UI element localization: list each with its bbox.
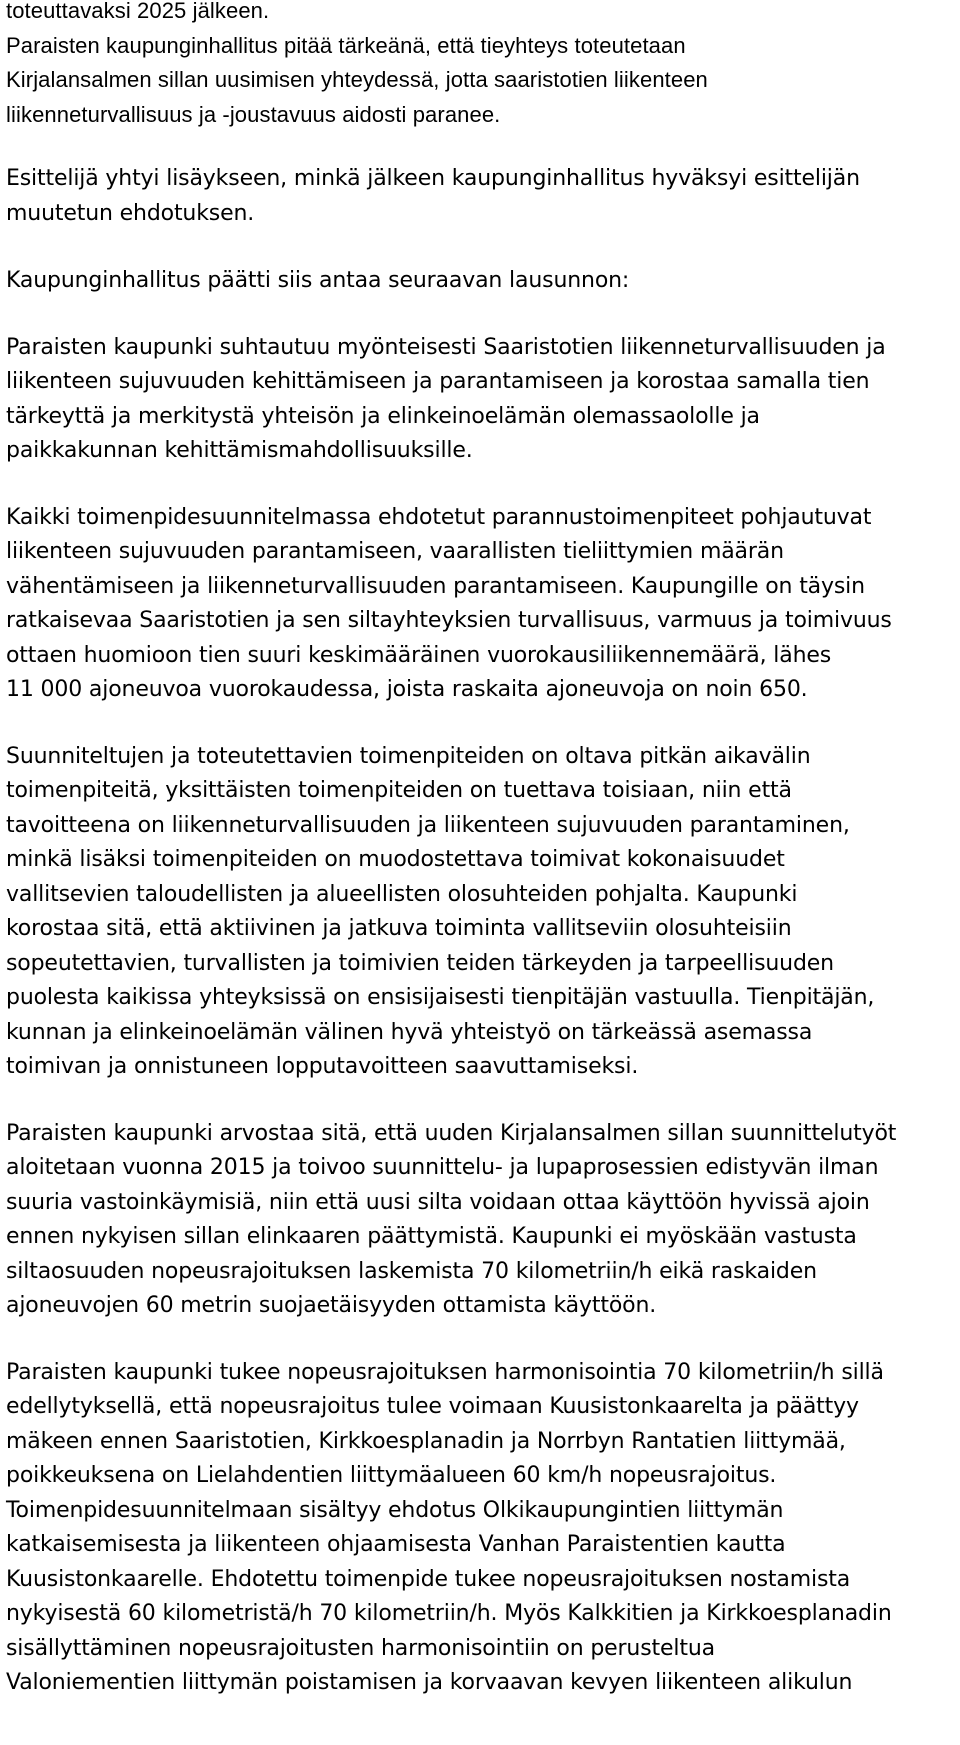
paragraph-parannustoimenpiteet — [6, 501, 956, 708]
paragraph-spacer — [6, 469, 956, 501]
text-line: Paraisten kaupunginhallitus pitää tärkeänä, että tieyhteys toteutetaan — [6, 32, 686, 58]
text-line: puolesta kaikissa yhteyksissä on ensisijaisesti tienpitäjän vastuulla. Tienpitäjän, — [6, 985, 875, 1010]
paragraph-kirjalansalmen-silta — [6, 1117, 956, 1324]
text-line: mäkeen ennen Saaristotien, Kirkkoesplanadin ja Norrbyn Rantatien liittymää, — [6, 1428, 846, 1454]
text-line: Kirjalansalmen sillan uusimisen yhteydessä, jotta saaristotien liikenteen — [6, 67, 708, 92]
text-line: siltaosuuden nopeusrajoituksen laskemista 70 kilometriin/h eikä raskaiden — [6, 1258, 817, 1284]
paragraph-spacer — [6, 1085, 956, 1117]
text-line: liikenteen sujuvuuden parantamiseen, vaarallisten tieliittymien määrän — [6, 539, 784, 564]
text-line: edellytyksellä, että nopeusrajoitus tulee voimaan Kuusistonkaarelta ja päättyy — [6, 1394, 859, 1419]
paragraph-spacer — [6, 132, 956, 162]
text-line: ennen nykyisen sillan elinkaaren päättymistä. Kaupunki ei myöskään vastusta — [6, 1224, 857, 1249]
text-line: paikkakunnan kehittämismahdollisuuksille. — [6, 438, 473, 463]
text-line: katkaisemisesta ja liikenteen ohjaamisesta Vanhan Paraistentien kautta — [6, 1532, 786, 1557]
text-line: liikenteen sujuvuuden kehittämiseen ja parantamiseen ja korostaa samalla tien — [6, 369, 870, 394]
text-line: poikkeuksena on Lielahdentien liittymäalueen 60 km/h nopeusrajoitus. — [6, 1463, 777, 1488]
text-line: 11 000 ajoneuvoa vuorokaudessa, joista raskaita ajoneuvoja on noin 650. — [6, 677, 808, 702]
text-line: Paraisten kaupunki arvostaa sitä, että uuden Kirjalansalmen sillan suunnittelutyöt — [6, 1120, 897, 1146]
paragraph-tieyhteys — [6, 0, 956, 132]
paragraph-nopeusrajoitus — [6, 1356, 956, 1701]
paragraph-paatos — [6, 264, 956, 299]
text-line: Kaupunginhallitus päätti siis antaa seuraavan lausunnon: — [6, 268, 630, 293]
text-line: suuria vastoinkäymisiä, niin että uusi silta voidaan ottaa käyttöön hyvissä ajoin — [6, 1189, 870, 1215]
paragraph-spacer — [6, 708, 956, 740]
paragraph-spacer — [6, 231, 956, 264]
text-line: Kuusistonkaarelle. Ehdotettu toimenpide tukee nopeusrajoituksen nostamista — [6, 1566, 851, 1592]
text-line: muutetun ehdotuksen. — [6, 200, 255, 226]
text-line: minkä lisäksi toimenpiteiden on muodostettava toimivat kokonaisuudet — [6, 847, 785, 872]
paragraph-pitkan-aikavalin — [6, 740, 956, 1085]
paragraph-spacer — [6, 299, 956, 331]
text-line: sopeutettavien, turvallisten ja toimivien teiden tärkeyden ja tarpeellisuuden — [6, 950, 834, 976]
text-line: nykyisestä 60 kilometristä/h 70 kilometriin/h. Myös Kalkkitien ja Kirkkoesplanadin — [6, 1601, 892, 1626]
text-line: toteuttavaksi 2025 jälkeen. — [6, 0, 270, 23]
text-line: aloitetaan vuonna 2015 ja toivoo suunnittelu- ja lupaprosessien edistyvän ilman — [6, 1155, 879, 1180]
text-line: tärkeyttä ja merkitystä yhteisön ja elinkeinoelämän olemassaololle ja — [6, 403, 760, 429]
text-line: Valoniementien liittymän poistamisen ja korvaavan kevyen liikenteen alikulun — [6, 1670, 853, 1695]
paragraph-spacer — [6, 1324, 956, 1356]
text-line: tavoitteena on liikenneturvallisuuden ja liikenteen sujuvuuden parantaminen, — [6, 812, 850, 838]
paragraph-suhtautuminen — [6, 331, 956, 469]
text-line: kunnan ja elinkeinoelämän välinen hyvä yhteistyö on tärkeässä asemassa — [6, 1019, 813, 1045]
text-line: vallitsevien taloudellisten ja alueellisten olosuhteiden pohjalta. Kaupunki — [6, 881, 798, 907]
text-line: Toimenpidesuunnitelmaan sisältyy ehdotus Olkikaupungintien liittymän — [6, 1497, 784, 1523]
text-line: Suunniteltujen ja toteutettavien toimenpiteiden on oltava pitkän aikavälin — [6, 743, 811, 769]
text-line: korostaa sitä, että aktiivinen ja jatkuva toiminta vallitseviin olosuhteisiin — [6, 916, 792, 941]
text-line: ratkaisevaa Saaristotien ja sen siltayhteyksien turvallisuus, varmuus ja toimivuus — [6, 608, 892, 633]
text-line: ajoneuvojen 60 metrin suojaetäisyyden ottamista käyttöön. — [6, 1293, 657, 1318]
text-line: toimenpiteitä, yksittäisten toimenpiteiden on tuettava toisiaan, niin että — [6, 778, 792, 803]
text-line: Paraisten kaupunki suhtautuu myönteisesti Saaristotien liikenneturvallisuuden ja — [6, 334, 886, 360]
text-line: Paraisten kaupunki tukee nopeusrajoituksen harmonisointia 70 kilometriin/h sillä — [6, 1359, 884, 1385]
text-line: Kaikki toimenpidesuunnitelmassa ehdotetut parannustoimenpiteet pohjautuvat — [6, 504, 872, 530]
text-line: toimivan ja onnistuneen lopputavoitteen saavuttamiseksi. — [6, 1054, 639, 1079]
text-line: vähentämiseen ja liikenneturvallisuuden parantamiseen. Kaupungille on täysin — [6, 573, 865, 599]
text-line: Esittelijä yhtyi lisäykseen, minkä jälkeen kaupunginhallitus hyväksyi esittelijän — [6, 166, 860, 191]
text-line: liikenneturvallisuus ja -joustavuus aidosti paranee. — [6, 101, 501, 127]
text-line: ottaen huomioon tien suuri keskimääräinen vuorokausiliikennemäärä, lähes — [6, 642, 832, 668]
document-page — [6, 0, 956, 1701]
text-line: sisällyttäminen nopeusrajoitusten harmonisointiin on perusteltua — [6, 1635, 715, 1661]
paragraph-esittelija — [6, 162, 956, 231]
